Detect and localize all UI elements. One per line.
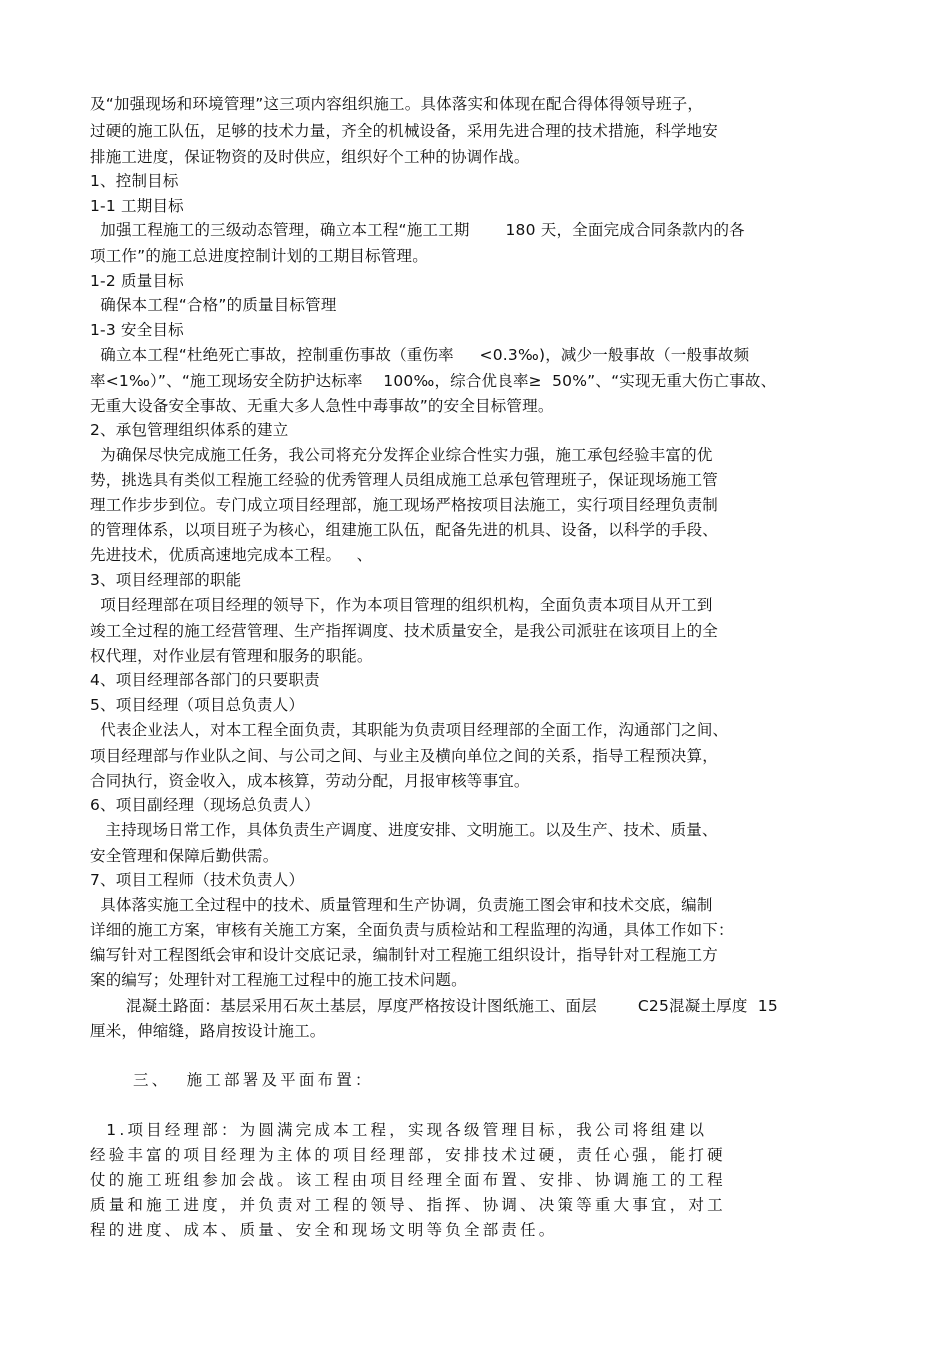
section-paragraph-line: 经验丰富的项目经理为主体的项目经理部，安排技术过硬，责任心强，能打硬 (90, 1146, 726, 1164)
text-line: 竣工全过程的施工经营管理、生产指挥调度、技术质量安全，是我公司派驻在该项目上的全 (90, 622, 719, 640)
text-line: 排施工进度，保证物资的及时供应，组织好个工种的协调作战。 (90, 148, 530, 166)
text-line: 先进技术，优质高速地完成本工程。 、 (90, 546, 373, 564)
text-line: 加强工程施工的三级动态管理，确立本工程“施工工期 180 天，全面完成合同条款内的各 (90, 221, 745, 239)
text-line: 厘米，伸缩缝，路肩按设计施工。 (90, 1022, 326, 1040)
text-line: 无重大设备安全事故、无重大多人急性中毒事故”的安全目标管理。 (90, 397, 554, 415)
section-paragraph-line: 1.项目经理部：为圆满完成本工程，实现各级管理目标，我公司将组建以 (90, 1121, 708, 1139)
text-line: 确立本工程“杜绝死亡事故，控制重伤事故（重伤率 <0.3‰)，减少一般事故（一般事故频 (90, 346, 750, 364)
heading-project-manager: 5、项目经理（项目总负责人） (90, 696, 305, 714)
text-line: 项目经理部与作业队之间、与公司之间、与业主及横向单位之间的关系，指导工程预决算， (90, 747, 719, 765)
text-line: 项工作”的施工总进度控制计划的工期目标管理。 (90, 247, 428, 265)
text-line: 势，挑选具有类似工程施工经验的优秀管理人员组成施工总承包管理班子，保证现场施工管 (90, 471, 719, 489)
text-line: 的管理体系，以项目班子为核心，组建施工队伍，配备先进的机具、设备，以科学的手段、 (90, 521, 719, 539)
subheading-safety-target: 1-3 安全目标 (90, 321, 184, 339)
text-line: 编写针对工程图纸会审和设计交底记录，编制针对工程施工组织设计，指导针对工程施工方 (90, 946, 719, 964)
heading-project-engineer: 7、项目工程师（技术负责人） (90, 871, 305, 889)
text-line: 项目经理部在项目经理的领导下，作为本项目管理的组织机构，全面负责本项目从开工到 (90, 596, 713, 614)
heading-control-targets: 1、控制目标 (90, 172, 179, 190)
text-line: 详细的施工方案，审核有关施工方案，全面负责与质检站和工程监理的沟通，具体工作如下： (90, 921, 734, 939)
section-heading: 三、 施工部署及平面布置： (133, 1071, 374, 1089)
text-line: 确保本工程“合格”的质量目标管理 (90, 296, 337, 314)
text-line: 为确保尽快完成施工任务，我公司将充分发挥企业综合性实力强，施工承包经验丰富的优 (90, 446, 713, 464)
text-line: 代表企业法人，对本工程全面负责，其职能为负责项目经理部的全面工作，沟通部门之间、 (90, 721, 729, 739)
section-paragraph-line: 仗的施工班组参加会战。该工程由项目经理全面布置、安排、协调施工的工程 (90, 1171, 726, 1189)
text-line: 率<1‰）”、“施工现场安全防护达标率 100‰，综合优良率≥ 50%”、“实现无重大伤亡事故、 (90, 372, 777, 390)
text-line: 主持现场日常工作，具体负责生产调度、进度安排、文明施工。以及生产、技术、质量、 (90, 821, 718, 839)
heading-deputy-manager: 6、项目副经理（现场总负责人） (90, 796, 320, 814)
heading-department-duties: 4、项目经理部各部门的只要职责 (90, 671, 320, 689)
text-line: 案的编写；处理针对工程施工过程中的施工技术问题。 (90, 971, 467, 989)
text-line: 理工作步步到位。专门成立项目经理部，施工现场严格按项目法施工，实行项目经理负责制 (90, 496, 719, 514)
heading-department-functions: 3、项目经理部的职能 (90, 571, 242, 589)
text-line: 及“加强现场和环境管理”这三项内容组织施工。具体落实和体现在配合得体得领导班子， (90, 95, 704, 113)
text-line: 权代理，对作业层有管理和服务的职能。 (90, 647, 373, 665)
text-line: 合同执行，资金收入，成本核算，劳动分配，月报审核等事宜。 (90, 772, 530, 790)
text-line: 具体落实施工全过程中的技术、质量管理和生产协调，负责施工图会审和技术交底，编制 (90, 896, 713, 914)
subheading-schedule-target: 1-1 工期目标 (90, 197, 184, 215)
heading-contract-organization: 2、承包管理组织体系的建立 (90, 421, 289, 439)
subheading-quality-target: 1-2 质量目标 (90, 272, 184, 290)
section-paragraph-line: 质量和施工进度，并负责对工程的领导、指挥、协调、决策等重大事宜，对工 (90, 1196, 726, 1214)
text-line: 混凝土路面：基层采用石灰土基层，厚度严格按设计图纸施工、面层 C25混凝土厚度 15 (90, 997, 778, 1015)
section-paragraph-line: 程的进度、成本、质量、安全和现场文明等负全部责任。 (90, 1221, 558, 1239)
text-line: 过硬的施工队伍，足够的技术力量，齐全的机械设备，采用先进合理的技术措施，科学地安 (90, 122, 719, 140)
text-line: 安全管理和保障后勤供需。 (90, 847, 279, 865)
